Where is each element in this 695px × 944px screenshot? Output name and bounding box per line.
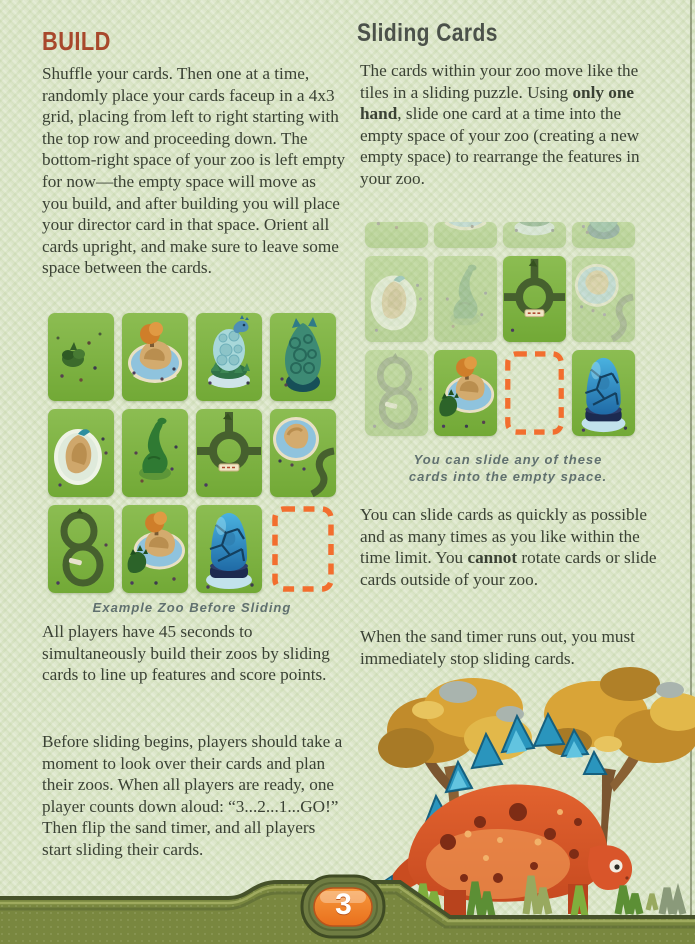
- card-rock-pond: [365, 256, 428, 342]
- card-loop-path: [503, 256, 566, 342]
- build-grid-caption: Example Zoo Before Sliding: [92, 600, 292, 615]
- card-pond-tree-dino: [122, 505, 188, 593]
- build-heading: BUILD: [42, 26, 111, 56]
- card-pond-tree-dino: [434, 350, 497, 436]
- build-example-grid: [48, 313, 336, 593]
- slide-grid-caption: [358, 451, 658, 485]
- card-dome-cage: [572, 350, 635, 436]
- card-pond-path: [572, 256, 635, 342]
- card-longneck-topiary: [122, 409, 188, 497]
- build-intro-paragraph: Shuffle your cards. Then one at a time, randomly place your cards faceup in a 4x3 grid, placing from left to right starting with the top row and proceeding down. The bottom-right space of your zoo is left empty for now—the empty space will move as you build, and after building you will place your director card in that space. Orient all cards upright, and make sure to leave some space between the cards.: [42, 64, 346, 278]
- card-big-topiary: [270, 313, 336, 401]
- card-pond-tree: [434, 222, 497, 248]
- sliding-rules-paragraph: The cards within your zoo move like the tiles in a sliding puzzle. Using only one hand, slide one card at a time into the empty space of your zoo (creating a new empty space) to rearrange the features in your zoo.: [360, 61, 640, 188]
- card-loop-path: [196, 409, 262, 497]
- card-grass-plain: [365, 222, 428, 248]
- card-figure8-path: [365, 350, 428, 436]
- card-dome-cage: [196, 505, 262, 593]
- slide-speed-paragraph: You can slide cards as quickly as possible and as many times as you like within the time limit. You cannot rotate cards or slide cards outside of your zoo.: [360, 505, 657, 589]
- card-figure8-path: [48, 505, 114, 593]
- sand-timer-paragraph: When the sand timer runs out, you must immediately stop sliding cards.: [360, 627, 635, 668]
- timer-paragraph: All players have 45 seconds to simultaneously build their zoos by sliding cards to line up features and score points.: [42, 622, 330, 685]
- empty-space: [270, 505, 336, 593]
- card-egg-topiary: [196, 313, 262, 401]
- sliding-cards-heading: Sliding Cards: [357, 19, 498, 47]
- card-longneck-topiary: [434, 256, 497, 342]
- empty-space: [503, 350, 566, 436]
- card-big-topiary: [572, 222, 635, 248]
- slide-caption-line2: cards into the empty space.: [408, 469, 608, 484]
- slide-example-grid: [365, 222, 635, 436]
- card-rock-pond: [48, 409, 114, 497]
- card-egg-topiary: [503, 222, 566, 248]
- page-number-badge: 3: [335, 888, 351, 921]
- card-pond-path: [270, 409, 336, 497]
- countdown-paragraph: Before sliding begins, players should take a moment to look over their cards and plan their zoos. When all players are ready, one player counts down aloud: “3...2...1...GO!” Then flip the sand timer, and all players start sliding their cards.: [42, 732, 343, 859]
- card-pond-tree: [122, 313, 188, 401]
- slide-caption-line1: You can slide any of these: [413, 452, 603, 467]
- card-grass-plain: [48, 313, 114, 401]
